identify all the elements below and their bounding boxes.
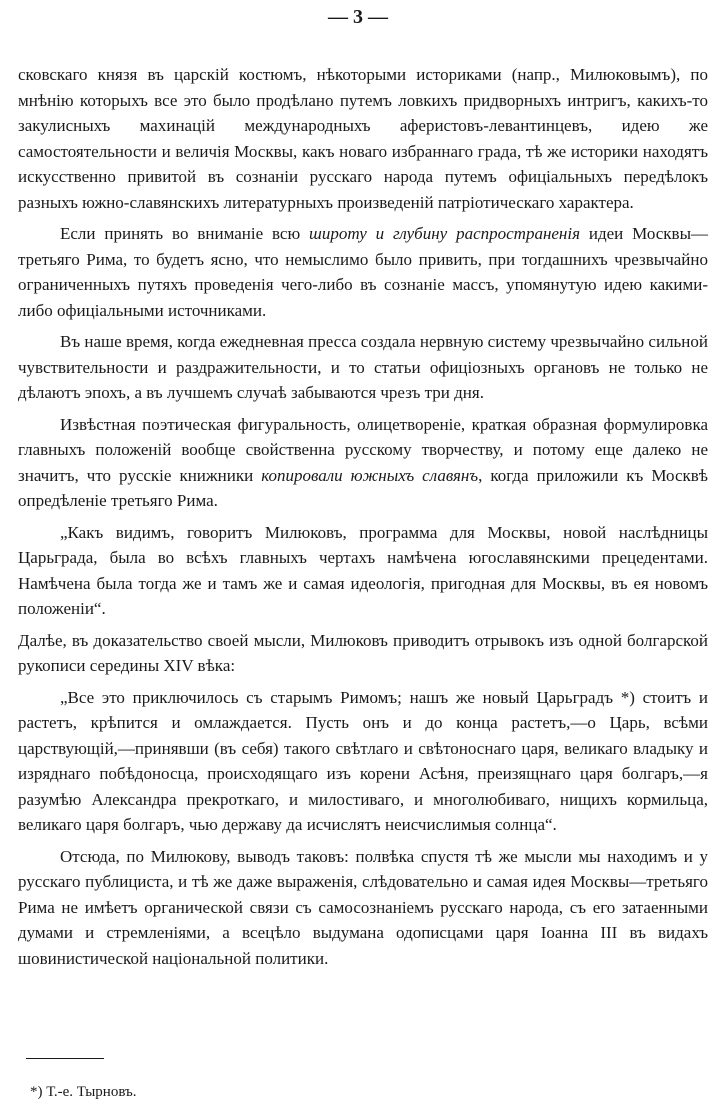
text-run: Извѣстная поэтическая фигуральность, олицетвореніе, краткая образная формулировка главныхъ положеній вообще свойственна русскому творчеству, и потому еще далеко не значитъ, что русскіе книжники bbox=[18, 414, 708, 485]
text-run: Отсюда, по Милюкову, выводъ таковъ: полвѣка спустя тѣ же мысли мы находимъ и у русскаго публициста, и тѣ же даже выраженія, слѣдовательно и самая идея Москвы—третьяго Рима не имѣетъ органической связи съ самосознаніемъ русскаго народа, съ его затаенными думами и стремленіями, а всецѣло выдумана одописцами царя Іоанна III въ видахъ шовинистической національной политики. bbox=[18, 846, 708, 968]
text-run: Если принять во вниманіе всю bbox=[60, 224, 310, 243]
page-number: — 3 — bbox=[328, 6, 388, 28]
paragraph-further bbox=[18, 628, 708, 679]
paragraph-quote-miliukov bbox=[18, 520, 708, 622]
text-run: , когда приложили къ Москвѣ опредѣленіе третьяго Рима. bbox=[18, 465, 709, 510]
italic-emphasis: широту и глубину распространенія bbox=[309, 224, 580, 243]
body-text bbox=[18, 62, 708, 977]
text-run: идеи Москвы—третьяго Рима, то будетъ ясно, что немыслимо было привить, при тогдашнихъ чрезвычайно ограниченныхъ путяхъ проведенія чего-либо въ сознаніе массъ, упомянутую идею какими-либо офиціальными источниками. bbox=[18, 224, 708, 320]
text-run: „Какъ видимъ, говоритъ Милюковъ, программа для Москвы, новой наслѣдницы Царьграда, была во всѣхъ главныхъ чертахъ намѣчена югославянскими прецедентами. Намѣчена была тогда же и тамъ же и самая идеологія, пригодная для Москвы, въ ея новомъ положеніи“. bbox=[18, 522, 708, 618]
footnote: *) Т.-е. Тырновъ. bbox=[30, 1084, 137, 1100]
text-run: „Все это приключилось съ старымъ Римомъ; нашъ же новый Царьградъ *) стоитъ и растетъ, крѣпится и омлаждается. Пусть онъ и до конца растетъ,—о Царь, всѣми царствующій,—принявши (въ себя) такого свѣтлаго и свѣтоноснаго царя, великаго владыку и изряднаго побѣдоносца, происходящаго изъ корени Асѣня, преизящнаго царя болгаръ,—я разумѣю Александра прекроткаго, и милостиваго, и многолюбиваго, нищихъ кормильца, великаго царя болгаръ, чью державу да исчислятъ неисчислимыя солнца“. bbox=[18, 687, 708, 834]
text-run: Далѣе, въ доказательство своей мысли, Милюковъ приводитъ отрывокъ изъ одной болгарской рукописи середины XIV вѣка: bbox=[18, 630, 708, 675]
paragraph-conclusion bbox=[18, 844, 708, 972]
paragraph-quote-bulgarian bbox=[18, 685, 708, 838]
text-run: Въ наше время, когда ежедневная пресса создала нервную систему чрезвычайно сильной чувствительности и раздражительности, и то статьи офиціозныхъ органовъ не только не дѣлаютъ эпохъ, а въ лучшемъ случаѣ забываются чрезъ три дня. bbox=[18, 332, 708, 402]
text-run: сковскаго князя въ царскій костюмъ, нѣкоторыми историками (напр., Милюковымъ), по мнѣнію которыхъ все это было продѣлано путемъ ловкихъ придворныхъ интригъ, какихъ-то закулисныхъ махинацій международныхъ аферистовъ-левантинцевъ, идею же самостоятельности и величія Москвы, какъ новаго избраннаго града, тѣ же историки находятъ искусственно привитой въ сознаніи русскаго народа путемъ офиціальныхъ передѣлокъ разныхъ южно-славянскихъ литературныхъ произведеній патріотическаго характера. bbox=[18, 65, 708, 212]
paragraph-press bbox=[18, 329, 708, 406]
paragraph-breadth bbox=[18, 221, 708, 323]
footnote-separator bbox=[26, 1058, 104, 1059]
paragraph-intro bbox=[18, 62, 708, 215]
italic-emphasis: копировали южныхъ славянъ bbox=[261, 465, 479, 485]
paragraph-poetic bbox=[18, 412, 708, 514]
